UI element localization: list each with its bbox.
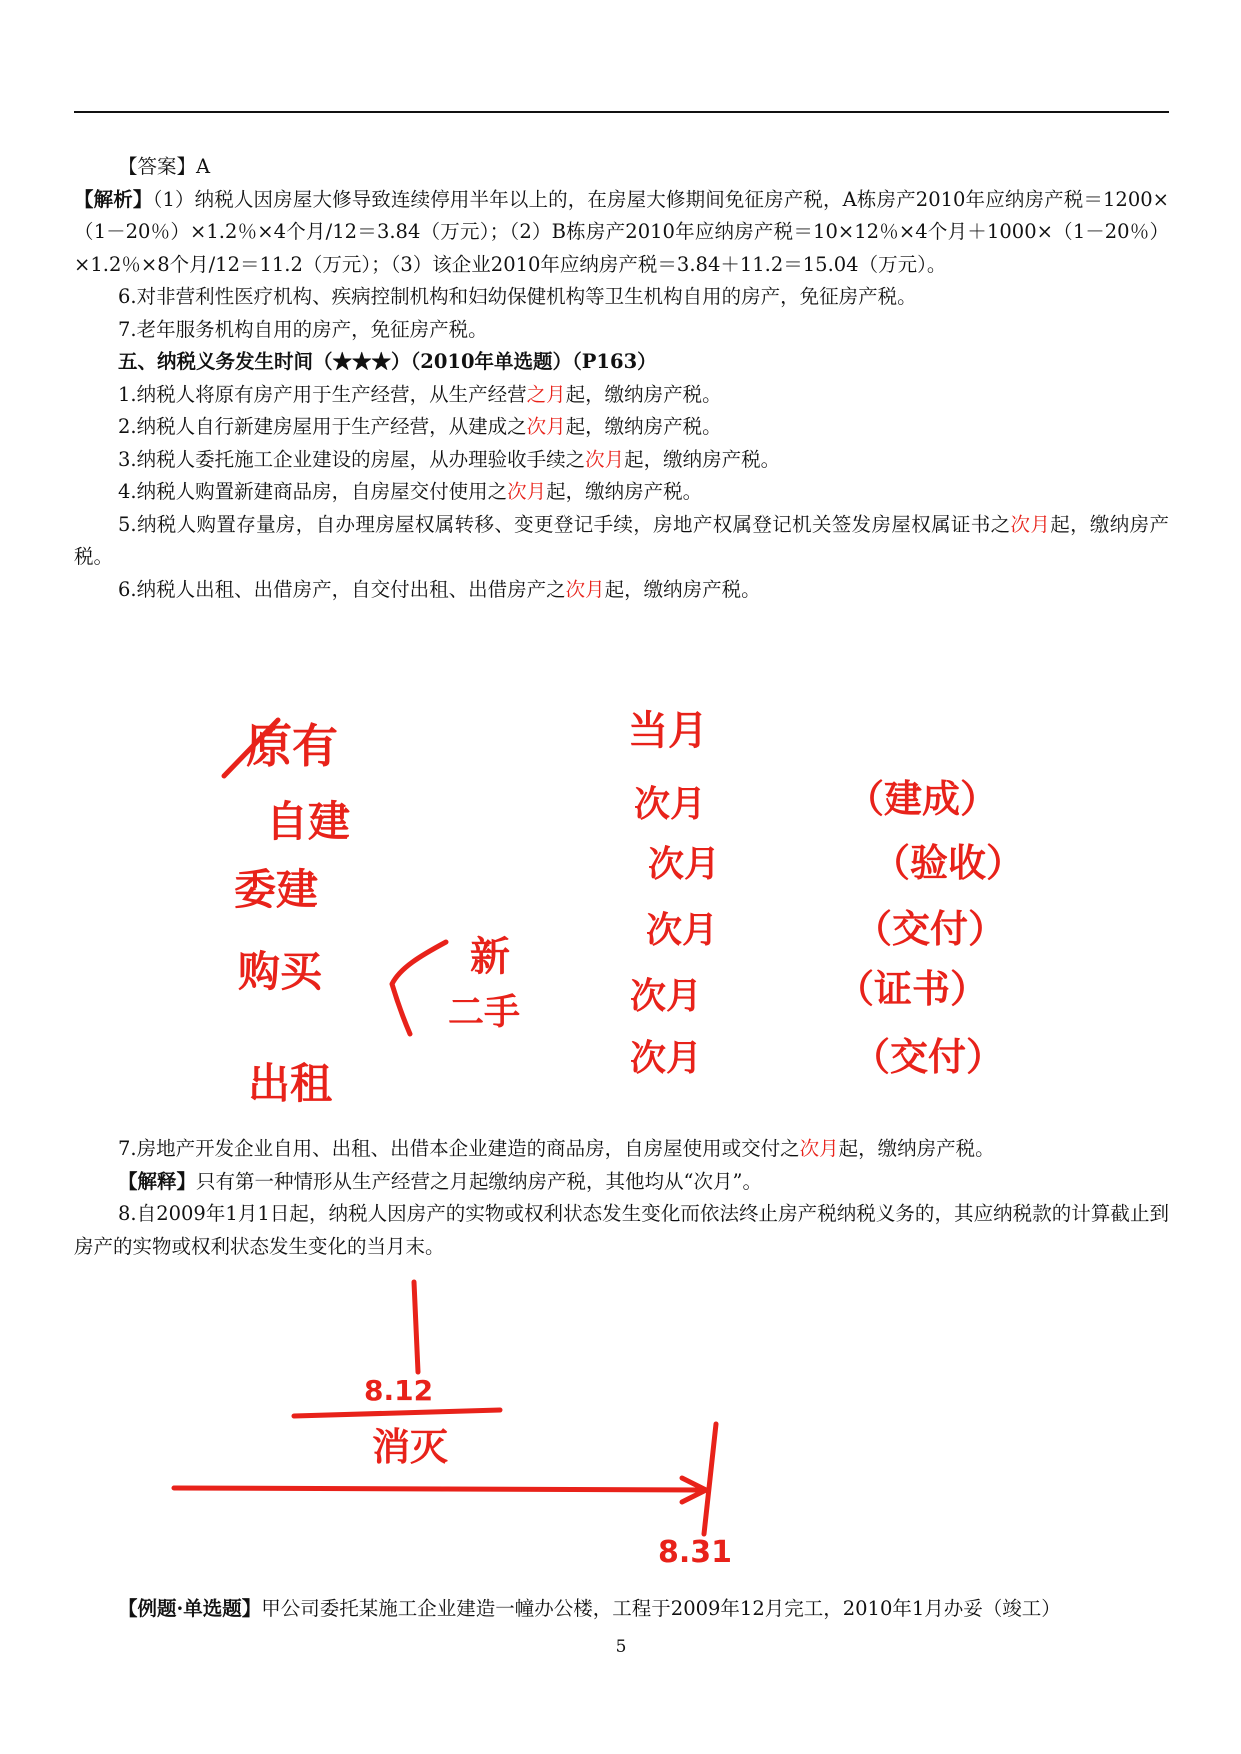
timeline-upper-date: 8.12 <box>364 1374 434 1407</box>
answer-label: 【答案】 <box>118 155 197 178</box>
handwriting-left-5: 新 <box>470 934 510 980</box>
handwriting-left-3: 委建 <box>234 865 319 914</box>
timing-item: 7.房地产开发企业自用、出租、出借本企业建造的商品房，自房屋使用或交付之次月起，缴纳房产税。 <box>118 1137 995 1160</box>
highlight-term: 次月 <box>526 415 566 438</box>
brace-stroke <box>392 942 446 1034</box>
highlight-term: 次月 <box>799 1137 839 1160</box>
timing-item: 1.纳税人将原有房产用于生产经营，从生产经营之月起，缴纳房产税。 <box>118 382 722 406</box>
handwriting-left-4: 购买 <box>238 947 323 996</box>
handwriting-left-7: 出租 <box>248 1059 333 1108</box>
handwriting-right-3: （交付） <box>854 907 1007 951</box>
handwriting-right-1: （建成） <box>846 777 999 821</box>
handwriting-mid-6: 次月 <box>630 1038 703 1079</box>
timeline-end-date: 8.31 <box>658 1535 733 1570</box>
explanation-label: 【解释】 <box>118 1169 197 1193</box>
analysis-text: （1）纳税人因房屋大修导致连续停用半年以上的，在房屋大修期间免征房产税，A栋房产2010年应纳房产税＝1200×（1－20％）×1.2％×4个月/12＝3.84（万元）；（2）B栋房产2010年应纳房产税＝10×12％×4个月＋1000×（1－20％）×1.2％×8个月/12＝11.2（万元）；（3）该企业2010年应纳房产税＝3.84＋11.2＝15.04（万元）。 <box>74 187 1169 276</box>
handwriting-right-2: （验收） <box>872 841 1025 885</box>
handwriting-mid-5: 次月 <box>630 976 703 1017</box>
page-number: 5 <box>615 1637 627 1657</box>
section-heading: 五、纳税义务发生时间（★★★）（2010年单选题）（P163） <box>118 350 657 373</box>
timing-item: 4.纳税人购置新建商品房，自房屋交付使用之次月起，缴纳房产税。 <box>118 480 703 503</box>
highlight-term: 次月 <box>585 447 625 471</box>
exempt-item-6: 6.对非营利性医疗机构、疾病控制机构和妇幼保健机构等卫生机构自用的房产，免征房产税。 <box>118 285 917 308</box>
timing-item: 6.纳税人出租、出借房产，自交付出租、出借房产之次月起，缴纳房产税。 <box>118 577 761 601</box>
timing-item: 2.纳税人自行新建房屋用于生产经营，从建成之次月起，缴纳房产税。 <box>118 415 722 438</box>
timeline-upper-label: 消灭 <box>372 1425 449 1469</box>
handwriting-mid-1: 当月 <box>628 708 708 754</box>
timing-item: 5.纳税人购置存量房，自办理房屋权属转移、变更登记手续，房地产权属登记机关签发房屋权属证书之次月起，缴纳房产税。 <box>74 512 1169 568</box>
handwriting-left-2: 自建 <box>266 797 351 846</box>
timeline-tick-end <box>704 1424 716 1534</box>
handwriting-mid-3: 次月 <box>648 844 721 885</box>
example-question-line <box>118 1593 1061 1625</box>
item-8: 8.自2009年1月1日起，纳税人因房产的实物或权利状态发生变化而依法终止房产税纳税义务的，其应纳税款的计算截止到房产的实物或权利状态发生变化的当月末。 <box>74 1202 1169 1258</box>
handwriting-mid-4: 次月 <box>646 910 719 951</box>
example-label: 【例题·单选题】 <box>118 1597 262 1620</box>
highlight-term: 次月 <box>1010 512 1051 536</box>
answer-value: A <box>196 155 211 178</box>
example-text: 甲公司委托某施工企业建造一幢办公楼，工程于2009年12月完工，2010年1月办妥（竣工） <box>261 1597 1061 1620</box>
timeline-tick-upper <box>414 1282 418 1372</box>
handwriting-right-4: （证书） <box>836 967 989 1011</box>
exempt-item-7: 7.老年服务机构自用的房产，免征房产税。 <box>118 317 488 341</box>
timeline-arrow <box>174 1488 704 1490</box>
handwriting-mid-2: 次月 <box>634 784 707 825</box>
explanation-text: 只有第一种情形从生产经营之月起缴纳房产税，其他均从“次月”。 <box>196 1169 762 1193</box>
timeline-underline <box>294 1410 500 1416</box>
highlight-term: 之月 <box>526 382 566 406</box>
handwriting-left-1: 原有 <box>246 719 338 773</box>
handwriting-right-5: （交付） <box>852 1035 1005 1079</box>
highlight-term: 次月 <box>507 480 547 503</box>
analysis-label: 【解析】 <box>74 187 153 211</box>
timing-item: 3.纳税人委托施工企业建设的房屋，从办理验收手续之次月起，缴纳房产税。 <box>118 447 781 471</box>
handwriting-left-6: 二手 <box>448 992 521 1033</box>
highlight-term: 次月 <box>565 577 605 601</box>
